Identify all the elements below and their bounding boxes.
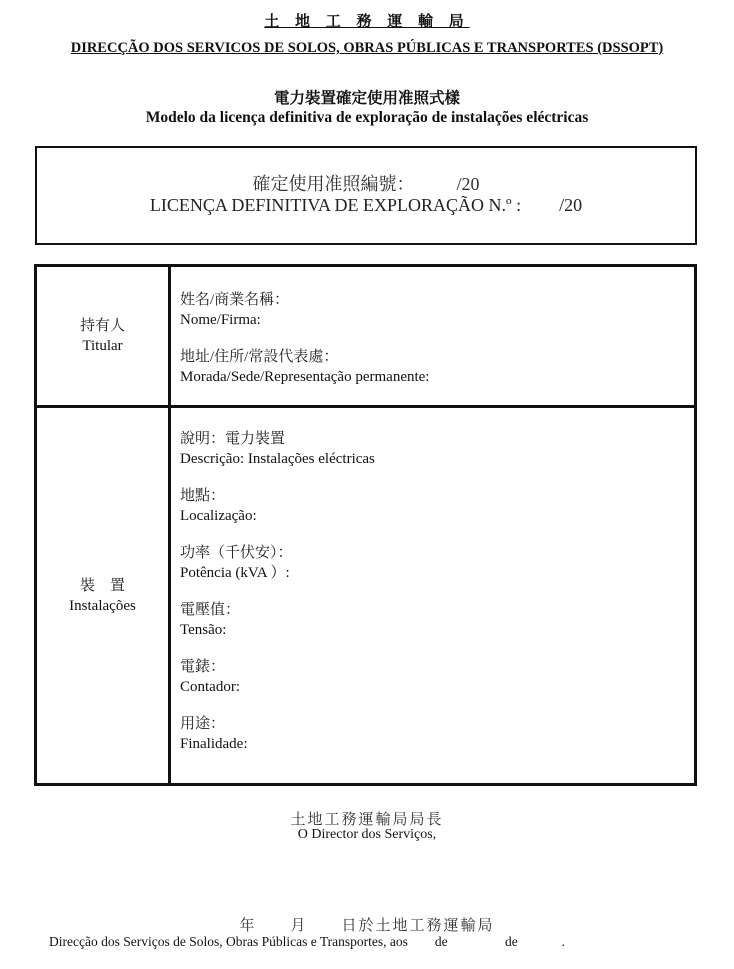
description-field-label-cn: 說明：電力裝置 xyxy=(180,431,286,447)
installations-row xyxy=(36,407,696,785)
location-field-label-cn: 地點： xyxy=(180,488,226,504)
agency-name-cn: 土 地 工 務 運 輸 局 xyxy=(264,14,470,30)
license-label-cn: 確定使用准照編號： xyxy=(252,174,415,194)
voltage-field-label-cn: 電壓值： xyxy=(180,602,241,618)
location-field-label-pt: Localização: xyxy=(180,508,257,524)
date-line-pt: Direcção dos Serviços de Solos, Obras Públicas e Transportes, aos de de . xyxy=(49,934,565,949)
director-title-pt: O Director dos Serviços, xyxy=(297,827,437,842)
power-field xyxy=(180,543,694,583)
license-number-line-pt xyxy=(37,195,695,216)
meter-field-label-pt: Contador: xyxy=(180,679,240,695)
meter-field xyxy=(180,657,694,697)
voltage-field xyxy=(180,600,694,640)
license-suffix-pt: /20 xyxy=(559,195,583,215)
license-label-pt: LICENÇA DEFINITIVA DE EXPLORAÇÃO N.º : xyxy=(149,195,522,215)
description-field xyxy=(180,429,694,469)
director-title-cn: 土地工務運輸局局長 xyxy=(290,812,444,828)
installations-section-label xyxy=(36,407,170,785)
power-field-label-pt: Potência (kVA ）: xyxy=(180,565,290,581)
purpose-field xyxy=(180,714,694,754)
purpose-field-label-pt: Finalidade: xyxy=(180,736,248,752)
holder-section-label xyxy=(36,266,170,407)
holder-fields xyxy=(170,266,696,407)
holder-row xyxy=(36,266,696,407)
license-number-line-cn xyxy=(37,170,695,196)
location-field xyxy=(180,486,694,526)
name-field-label-cn: 姓名/商業名稱： xyxy=(180,292,290,308)
agency-name-pt: DIRECÇÃO DOS SERVICOS DE SOLOS, OBRAS PÚBLICAS E TRANSPORTES (DSSOPT) xyxy=(70,40,664,56)
address-field xyxy=(180,347,694,387)
installations-label-pt: Instalações xyxy=(69,597,136,614)
holder-label-cn: 持有人 xyxy=(79,318,125,334)
document-title-cn: 電力裝置確定使用准照式樣 xyxy=(273,90,460,107)
date-line-cn: 年 月 日於土地工務運輸局 xyxy=(239,918,495,934)
installations-label-cn: 裝 置 xyxy=(79,577,125,594)
voltage-field-label-pt: Tensão: xyxy=(180,622,227,638)
name-field xyxy=(180,290,694,330)
name-field-label-pt: Nome/Firma: xyxy=(180,312,261,328)
address-field-label-cn: 地址/住所/常設代表處： xyxy=(180,349,339,365)
license-form-table xyxy=(34,264,697,786)
holder-label-pt: Titular xyxy=(82,338,123,354)
license-number-box xyxy=(35,146,697,245)
meter-field-label-cn: 電錶： xyxy=(180,659,226,675)
description-field-label-pt: Descrição: Instalações eléctricas xyxy=(180,451,375,467)
document-title-pt: Modelo da licença definitiva de exploração de instalações eléctricas xyxy=(145,109,589,126)
power-field-label-cn: 功率（千伏安）： xyxy=(180,545,293,561)
license-suffix-cn: /20 xyxy=(456,174,480,194)
installations-fields xyxy=(170,407,696,785)
purpose-field-label-cn: 用途： xyxy=(180,716,226,732)
address-field-label-pt: Morada/Sede/Representação permanente: xyxy=(180,369,430,385)
